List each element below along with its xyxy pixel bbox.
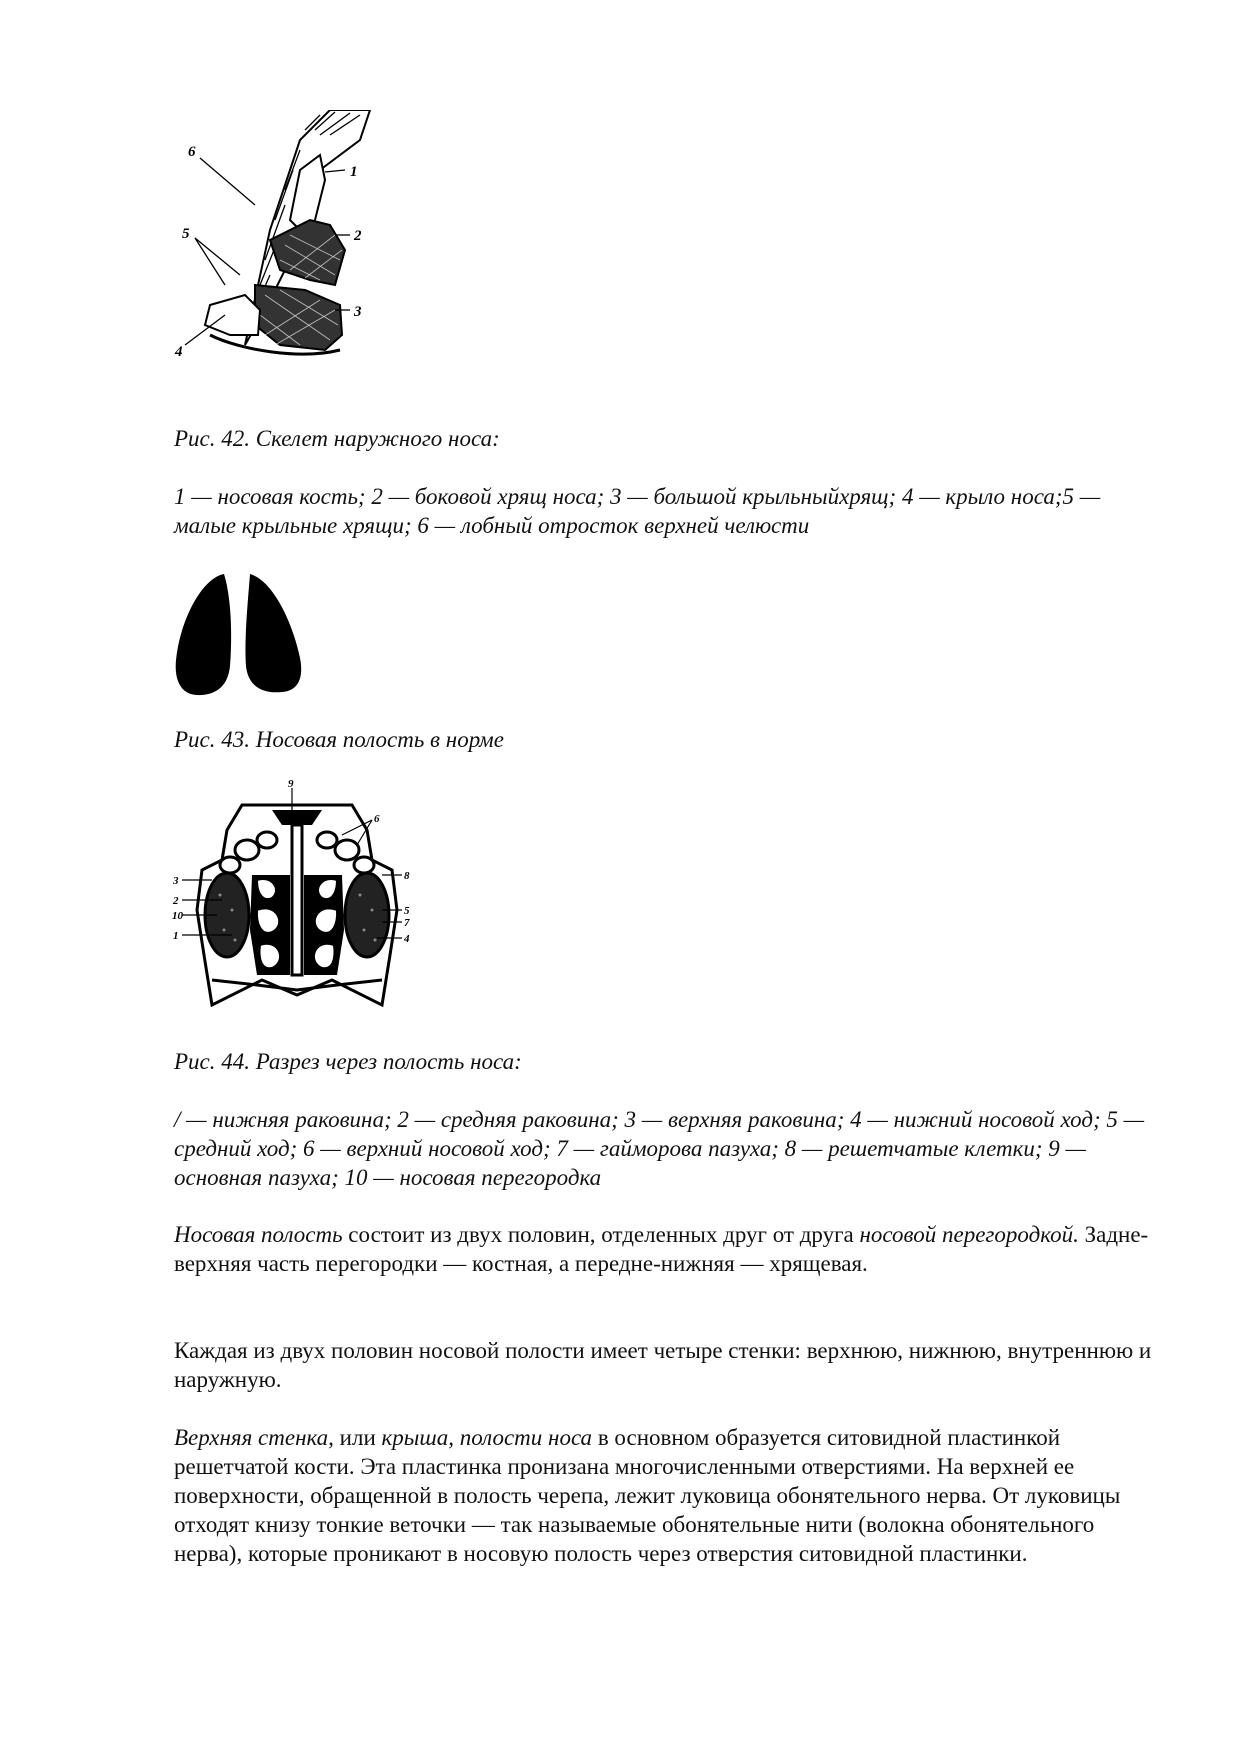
fig44-callout-5: 5 bbox=[404, 905, 410, 917]
fig42-callout-1: 1 bbox=[350, 164, 358, 180]
paragraph-upper-wall bbox=[174, 1423, 1154, 1568]
paragraph-nasal-cavity bbox=[174, 1220, 1154, 1278]
fig42-caption: Рис. 42. Скелет наружного носа: bbox=[174, 426, 500, 451]
fig42-callout-2: 2 bbox=[354, 228, 362, 244]
paragraph-four-walls: Каждая из двух половин носовой полости имеет четыре стенки: верхнюю, нижнюю, внутреннюю и наружную. bbox=[174, 1338, 1152, 1392]
fig44-legend: / — нижняя раковина; 2 — средняя раковина; 3 — верхняя раковина; 4 — нижний носовой ход; 5 — средний ход; 6 — верхний носовой ход; 7 — гайморова пазуха; 8 — решетчатые клетки; 9 — основная пазуха; 10 — носовая перегородка bbox=[174, 1107, 1145, 1190]
fig44-callout-3: 3 bbox=[173, 875, 179, 887]
nasal-section-drawing bbox=[172, 780, 422, 1015]
p3-term-upper-wall: Верхняя стенка, bbox=[174, 1425, 334, 1450]
p3-text-2: в основном образуется ситовидной пластинкой решетчатой кости. Эта пластинка пронизана многочисленными отверстиями. На верхней ее поверхности, обращенной в полость черепа, лежит луковица обонятельного нерва. От луковицы отходят книзу тонкие веточки — так называемые обонятельные нити (волокна обонятельного нерва), которые проникают в носовую полость через отверстия ситовидной пластинки. bbox=[174, 1425, 1121, 1566]
fig44-caption: Рис. 44. Разрез через полость носа: bbox=[174, 1049, 522, 1074]
fig42-callout-6: 6 bbox=[188, 144, 196, 160]
p1-text-2: Задне-верхняя часть перегородки — костная, а передне-нижняя — хрящевая. bbox=[174, 1222, 1149, 1276]
fig42-callout-3: 3 bbox=[354, 304, 362, 320]
left-nostril-shape bbox=[176, 574, 231, 695]
fig44-callout-8: 8 bbox=[404, 870, 410, 882]
fig44-callout-10: 10 bbox=[172, 910, 183, 922]
nose-skeleton-drawing bbox=[170, 110, 410, 400]
fig44-callout-2: 2 bbox=[173, 895, 179, 907]
nostrils-drawing bbox=[172, 570, 312, 700]
p1-text-1: состоит из двух половин, отделенных друг от друга bbox=[342, 1222, 860, 1247]
right-nostril-shape bbox=[245, 574, 301, 692]
figure-43-nasal-cavity-norm bbox=[172, 570, 312, 700]
p3-term-roof: крыша, полости носа bbox=[381, 1425, 593, 1450]
p1-term-nasal-cavity: Носовая полость bbox=[174, 1222, 343, 1247]
p3-text-1: или bbox=[333, 1425, 382, 1450]
fig42-callout-5: 5 bbox=[182, 226, 190, 242]
fig44-callout-4: 4 bbox=[404, 933, 410, 945]
fig43-caption: Рис. 43. Носовая полость в норме bbox=[174, 727, 504, 752]
fig42-legend: 1 — носовая кость; 2 — боковой хрящ носа; 3 — большой крыльныйхрящ; 4 — крыло носа;5 — малые крыльные хрящи; 6 — лобный отросток верхней челюсти bbox=[174, 484, 1101, 538]
fig44-callout-7: 7 bbox=[404, 917, 410, 929]
fig42-callout-4: 4 bbox=[175, 344, 183, 360]
figure-44-nasal-section bbox=[172, 780, 422, 1015]
fig44-callout-6: 6 bbox=[374, 813, 380, 825]
p1-term-septum: носовой перегородкой. bbox=[859, 1222, 1079, 1247]
figure-42-nose-skeleton bbox=[170, 110, 410, 400]
fig44-callout-9: 9 bbox=[288, 780, 294, 790]
fig44-callout-1: 1 bbox=[173, 930, 179, 942]
